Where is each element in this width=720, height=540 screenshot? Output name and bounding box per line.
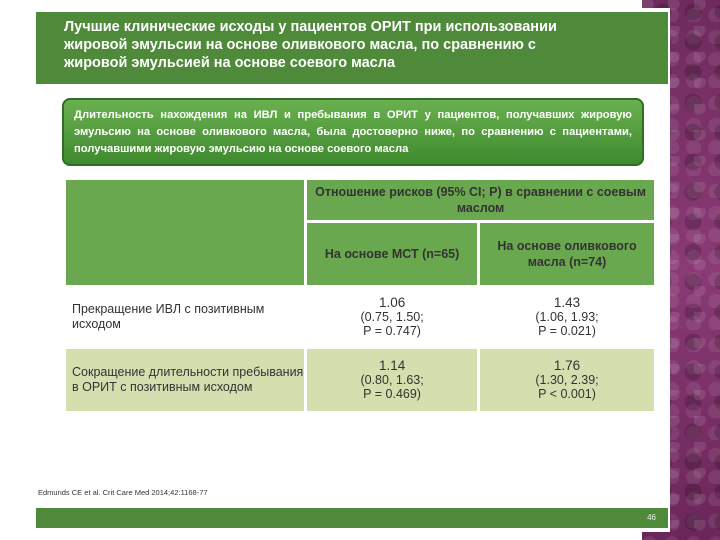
page-number: 46: [647, 513, 656, 522]
title-bar: [36, 12, 668, 84]
slide-title: Лучшие клинические исходы у пациентов ОРИТ при использовании жировой эмульсии на основе оливкового масла, по сравнению с жировой эмульсией на основе соевого масла: [64, 19, 557, 71]
cell-value: 1.76: [553, 358, 581, 373]
cell-p: P = 0.469): [363, 387, 421, 401]
callout-box: Длительность нахождения на ИВЛ и пребывания в ОРИТ у пациентов, получавших жировую эмульсию на основе оливкового масла, была достоверно ниже, по сравнению с пациентами, получавшими жировую эмульсию на основе соевого масла: [62, 98, 644, 166]
bottom-bar: [36, 508, 668, 528]
cell-mct: [306, 285, 479, 349]
cell-value: 1.14: [378, 358, 406, 373]
column-header-olive: На основе оливкового масла (n=74): [479, 222, 654, 286]
cell-p: P = 0.747): [363, 324, 421, 338]
reference-footnote: Edmunds CE et al. Crit Care Med 2014;42:1168-77: [38, 488, 208, 497]
cell-p: P < 0.001): [538, 387, 596, 401]
cell-ci: (0.75, 1.50;: [360, 310, 424, 324]
cell-value: 1.43: [553, 295, 581, 310]
slide: [32, 8, 670, 532]
results-table: [66, 180, 654, 411]
cell-value: 1.06: [378, 295, 406, 310]
column-header-mct: На основе МСТ (n=65): [306, 222, 479, 286]
cell-mct: [306, 349, 479, 411]
cell-p: P = 0.021): [538, 324, 596, 338]
table-group-header: Отношение рисков (95% CI; P) в сравнении с соевым маслом: [306, 180, 654, 222]
cell-olive: [479, 285, 654, 349]
row-label: Сокращение длительности пребывания в ОРИТ с позитивным исходом: [66, 349, 306, 411]
cell-olive: [479, 349, 654, 411]
cell-ci: (0.80, 1.63;: [360, 373, 424, 387]
table-row: [66, 285, 654, 349]
table-corner-cell: [66, 180, 306, 285]
cell-ci: (1.06, 1.93;: [535, 310, 599, 324]
table-row: [66, 349, 654, 411]
cell-ci: (1.30, 2.39;: [535, 373, 599, 387]
row-label: Прекращение ИВЛ с позитивным исходом: [66, 285, 306, 349]
